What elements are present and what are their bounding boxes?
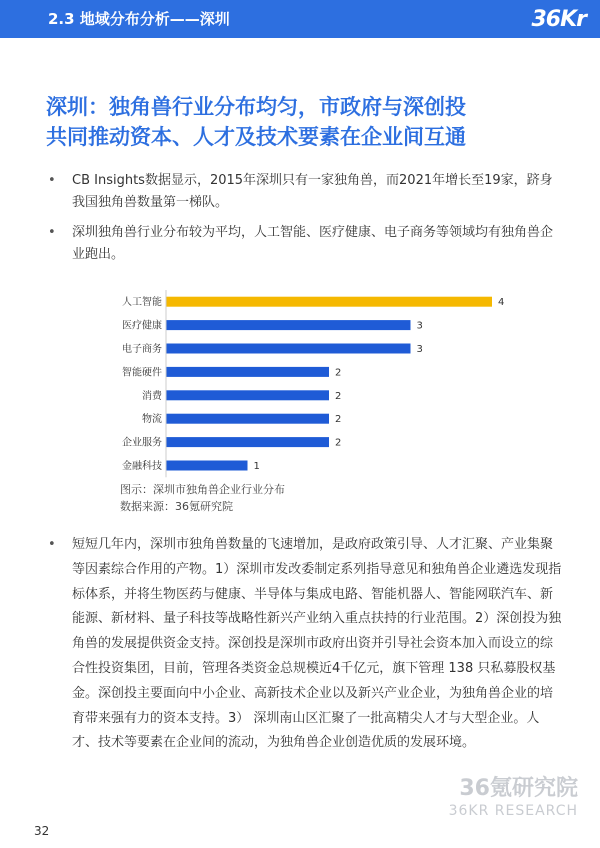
category-label: 企业服务	[122, 437, 162, 449]
bar	[166, 367, 329, 377]
bar-chart-svg	[96, 282, 536, 482]
bar	[166, 414, 329, 424]
bar	[166, 437, 329, 447]
page-header-bar	[0, 0, 600, 38]
category-label: 人工智能	[122, 297, 162, 309]
headline-line-2: 共同推动资本、人才及技术要素在企业间互通	[46, 125, 466, 149]
category-label: 物流	[142, 414, 162, 426]
bar-value-label: 2	[335, 437, 342, 449]
brand-logo: 36Kr	[531, 7, 586, 32]
bullet-list-bottom	[44, 533, 564, 756]
category-label: 电子商务	[122, 344, 162, 355]
bar-value-label: 1	[253, 461, 260, 472]
bar	[166, 297, 492, 307]
bullet-item	[44, 170, 564, 214]
bar-value-label: 4	[498, 297, 505, 309]
bar	[166, 461, 248, 471]
figure-caption: 图示：深圳市独角兽企业行业分布	[120, 483, 285, 496]
industry-bar-chart	[96, 282, 536, 482]
bar-value-label: 3	[416, 344, 423, 355]
bullet-dot-icon: •	[48, 173, 56, 188]
bullet-text: 短短几年内，深圳市独角兽数量的飞速增加，是政府政策引导、人才汇聚、产业集聚等因素综合作用的产物。1）深圳市发改委制定系列指导意见和独角兽企业遴选发现指标体系，并将生物医药与健康、半导体与集成电路、智能机器人、智能网联汽车、新能源、新材料、量子科技等战略性新兴产业纳入重点扶持的行业范围。2）深创投为独角兽的发展提供资金支持。深创投是深圳市政府出资并引导社会资本加入而设立的综合性投资集团，目前，管理各类资金总规模近4千亿元，旗下管理 138 只私募股权基金。深创投主要面向中小企业、高新技术企业以及新兴产业企业，为独角兽企业的培育带来强有力的资本支持。3） 深圳南山区汇聚了一批高精尖人才与大型企业。人才、技术等要素在企业间的流动，为独角兽企业创造优质的发展环境。	[72, 537, 562, 751]
watermark-logo	[449, 776, 578, 820]
bar	[166, 344, 411, 354]
category-label: 智能硬件	[122, 367, 162, 379]
headline-line-1: 深圳：独角兽行业分布均匀，市政府与深创投	[46, 95, 466, 119]
category-label: 消费	[142, 390, 162, 402]
bullet-dot-icon: •	[48, 225, 56, 240]
bullet-item	[44, 222, 564, 266]
watermark-main: 36氪研究院	[459, 776, 578, 801]
bullet-text: CB Insights数据显示，2015年深圳只有一家独角兽，而2021年增长至19家，跻身我国独角兽数量第一梯队。	[72, 173, 553, 210]
watermark-sub: 36KR RESEARCH	[448, 803, 578, 819]
bar	[166, 320, 411, 330]
source-caption: 数据来源：36氪研究院	[120, 500, 233, 513]
category-label: 医疗健康	[122, 320, 162, 332]
bar-value-label: 2	[335, 390, 342, 402]
page-number: 32	[34, 824, 50, 838]
bar-value-label: 2	[335, 414, 342, 426]
page-headline	[46, 92, 566, 152]
bullet-item	[44, 533, 564, 756]
bar	[166, 390, 329, 400]
bullet-text: 深圳独角兽行业分布较为平均，人工智能、医疗健康、电子商务等领域均有独角兽企业跑出。	[72, 225, 554, 262]
bar-value-label: 2	[335, 367, 342, 379]
bullet-dot-icon: •	[48, 537, 56, 552]
bullet-list-top	[44, 170, 564, 266]
bar-value-label: 3	[416, 320, 423, 332]
section-title: 2.3 地域分布分析——深圳	[48, 10, 230, 28]
category-label: 金融科技	[122, 461, 162, 472]
chart-caption	[120, 481, 285, 515]
